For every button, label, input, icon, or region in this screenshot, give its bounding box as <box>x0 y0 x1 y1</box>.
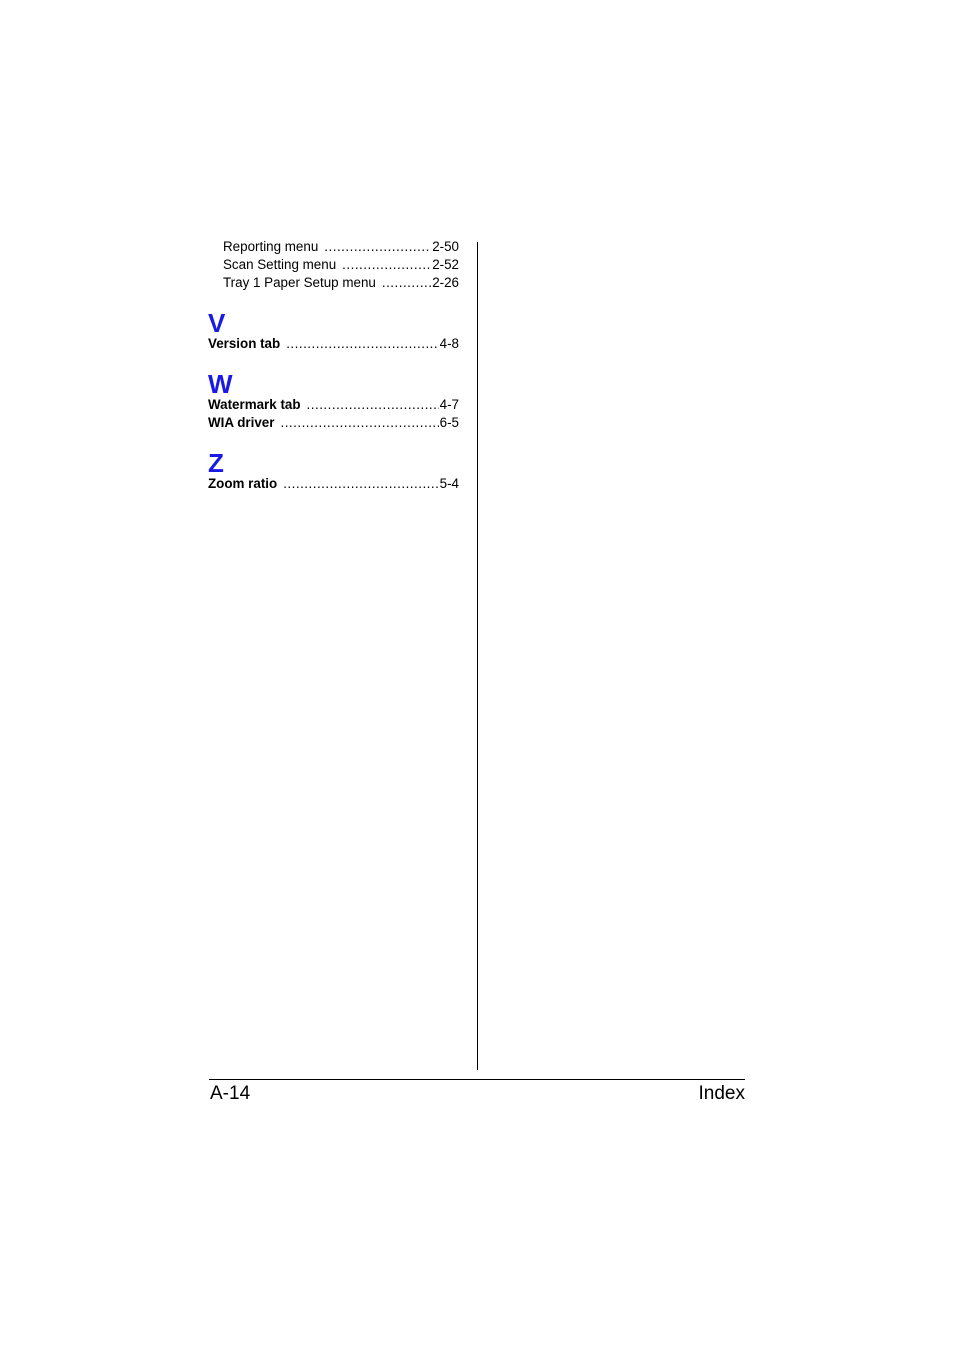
leader-dots <box>283 475 438 493</box>
section-letter-w: W <box>208 369 233 399</box>
index-column <box>208 238 459 493</box>
column-divider <box>477 242 478 1070</box>
entry-label: Reporting menu <box>223 239 319 254</box>
entry-page: 2-26 <box>432 275 459 290</box>
entry-page: 4-7 <box>439 397 459 412</box>
entry-page: 4-8 <box>439 336 459 351</box>
entry-page: 2-52 <box>432 257 459 272</box>
leader-dots <box>342 256 431 274</box>
index-entry-version-tab <box>208 335 459 353</box>
entry-label: Tray 1 Paper Setup menu <box>223 275 376 290</box>
entry-label: Scan Setting menu <box>223 257 337 272</box>
index-entry-zoom-ratio <box>208 475 459 493</box>
leader-dots <box>307 396 439 414</box>
entry-label: Watermark tab <box>208 397 301 412</box>
leader-dots <box>286 335 438 353</box>
index-entry-tray1-paper-setup-menu <box>208 274 459 292</box>
index-entry-wia-driver <box>208 414 459 432</box>
footer-section-title: Index <box>698 1083 745 1104</box>
entry-page: 5-4 <box>439 476 459 491</box>
entry-label: WIA driver <box>208 415 275 430</box>
entry-label: Zoom ratio <box>208 476 278 491</box>
index-entry-scan-setting-menu <box>208 256 459 274</box>
index-entry-watermark-tab <box>208 396 459 414</box>
leader-dots <box>382 274 431 292</box>
footer-rule <box>209 1079 745 1080</box>
entry-page: 2-50 <box>432 239 459 254</box>
entry-page: 6-5 <box>439 415 459 430</box>
section-letter-z: Z <box>208 448 224 478</box>
entry-label: Version tab <box>208 336 281 351</box>
leader-dots <box>324 238 431 256</box>
leader-dots <box>280 414 438 432</box>
index-entry-reporting-menu <box>208 238 459 256</box>
page-number: A-14 <box>210 1083 251 1104</box>
section-letter-v: V <box>208 308 226 338</box>
